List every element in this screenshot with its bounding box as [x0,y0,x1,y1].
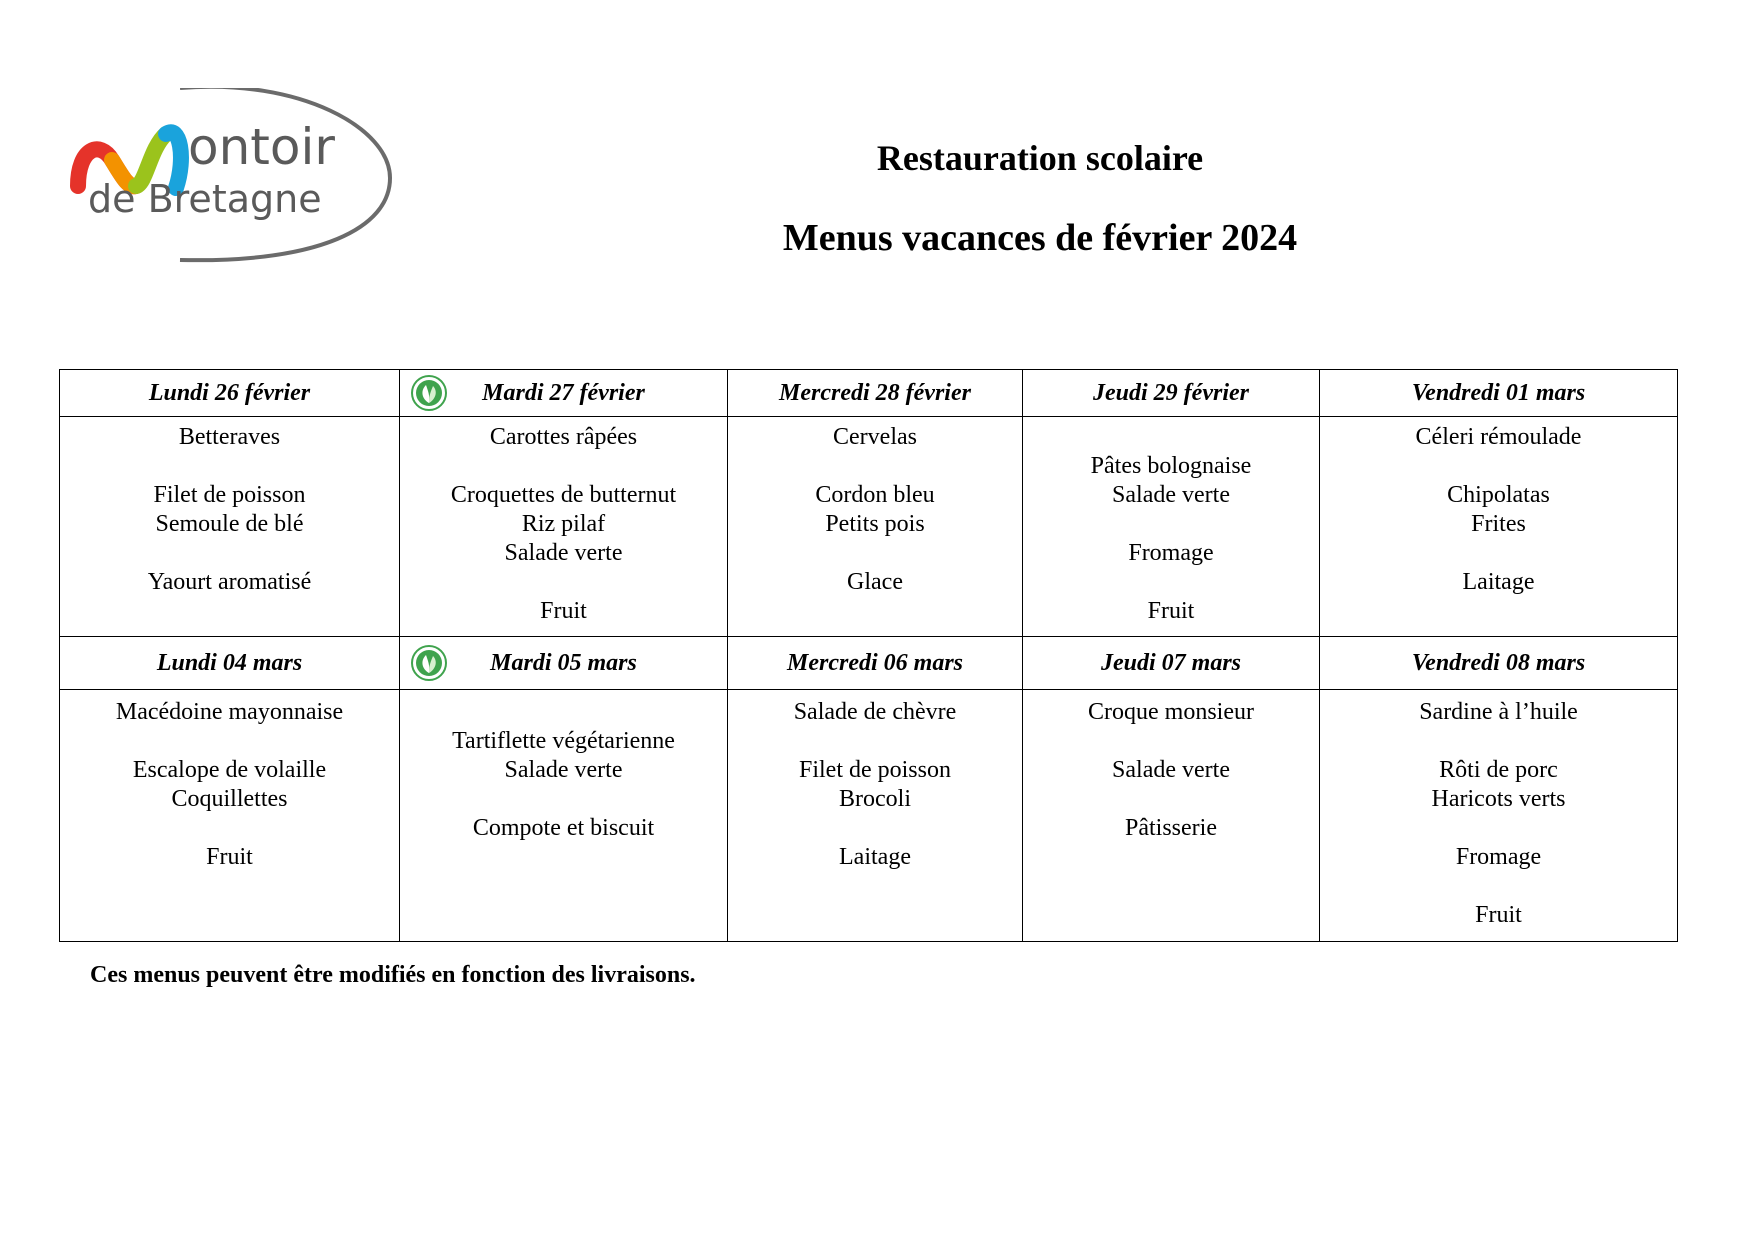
menu-item: Compote et biscuit [472,815,655,841]
menu-item [400,452,727,481]
day-header [728,370,1023,417]
menu-item [60,452,399,481]
menu-item: Rôti de porc [1439,757,1558,783]
menu-cell [728,690,1023,942]
menu-item: Croque monsieur [1088,699,1254,725]
day-header [400,370,728,417]
page-title: Restauration scolaire [876,138,1204,178]
menu-table [59,369,1678,942]
day-header [60,637,400,690]
menu-item [1023,423,1319,452]
day-label: Jeudi 29 février [1093,379,1249,406]
day-label: Mercredi 06 mars [787,649,963,676]
menu-item [400,568,727,597]
menu-item: Escalope de volaille [132,757,327,783]
menu-item: Frites [1471,511,1526,537]
logo-text-main: ontoir [188,118,335,176]
week2-header-row [60,637,1678,690]
day-label: Mardi 05 mars [490,649,637,676]
day-header [400,637,728,690]
footnote: Ces menus peuvent être modifiés en fonction des livraisons. [90,962,696,988]
menu-item: Pâtes bolognaise [1090,453,1252,479]
menu-item: Coquillettes [171,786,288,812]
vegetarian-leaf-icon [410,643,448,683]
menu-item: Fromage [1455,844,1542,870]
day-header [728,637,1023,690]
menu-item [1320,727,1677,756]
menu-cell [1023,690,1320,942]
menu-item: Carottes râpées [489,424,638,450]
menu-item: Chipolatas [1447,482,1550,508]
week1-header-row [60,370,1678,417]
day-label: Lundi 26 février [148,379,311,406]
menu-item: Céleri rémoulade [1415,424,1582,450]
day-header [1023,637,1320,690]
menu-item: Fruit [540,598,587,624]
day-header [60,370,400,417]
menu-item: Fruit [1475,902,1522,928]
day-header [1023,370,1320,417]
menu-item: Pâtisserie [1125,815,1217,841]
menu-cell [1320,690,1678,942]
menu-cell [1023,417,1320,637]
menu-item [1320,814,1677,843]
vegetarian-leaf-icon [410,373,448,413]
menu-cell [400,417,728,637]
menu-item: Cervelas [833,424,917,450]
menu-item: Riz pilaf [521,511,606,537]
page-subtitle: Menus vacances de février 2024 [782,217,1298,259]
menu-item: Fromage [1128,540,1214,566]
menu-item: Salade verte [1112,757,1230,783]
menu-item: Cordon bleu [815,482,935,508]
header [760,130,1320,258]
menu-item: Laitage [839,844,911,870]
day-label: Jeudi 07 mars [1100,649,1241,676]
menu-item [1320,539,1677,568]
menu-item: Fruit [206,844,253,870]
menu-item: Filet de poisson [153,482,306,508]
day-header [1320,637,1678,690]
menu-item: Macédoine mayonnaise [115,699,344,725]
menu-item [728,452,1022,481]
menu-item [60,539,399,568]
menu-item [1023,785,1319,814]
menu-item: Brocoli [839,786,911,812]
menu-item: Salade verte [1112,482,1230,508]
menu-item [728,727,1022,756]
menu-item: Salade verte [504,540,623,566]
menu-cell [1320,417,1678,637]
menu-item [60,727,399,756]
menu-item: Fruit [1147,598,1195,624]
week1-menu-row [60,417,1678,637]
menu-item: Yaourt aromatisé [147,569,312,595]
logo-text-sub: de Bretagne [88,177,322,221]
day-label: Mercredi 28 février [779,379,971,406]
menu-item [728,539,1022,568]
menu-item [400,698,727,727]
menu-cell [400,690,728,942]
menu-item [1320,452,1677,481]
menu-item [1023,568,1319,597]
menu-item [400,785,727,814]
menu-item: Sardine à l’huile [1419,699,1578,725]
week2-menu-row [60,690,1678,942]
day-label: Mardi 27 février [482,379,645,406]
menu-item: Semoule de blé [155,511,304,537]
menu-item: Petits pois [825,511,925,537]
day-label: Vendredi 01 mars [1411,379,1586,406]
menu-item: Croquettes de butternut [450,482,677,508]
menu-item: Betteraves [178,424,281,450]
day-header [1320,370,1678,417]
day-label: Vendredi 08 mars [1411,649,1586,676]
menu-item: Tartiflette végétarienne [452,728,675,754]
menu-item: Glace [847,569,903,595]
menu-item [60,814,399,843]
day-label: Lundi 04 mars [156,649,303,676]
menu-item [1320,872,1677,901]
menu-item: Laitage [1462,569,1535,595]
menu-cell [60,417,400,637]
montoir-logo [70,88,410,268]
menu-cell [728,417,1023,637]
menu-cell [60,690,400,942]
menu-item: Salade verte [504,757,623,783]
menu-item: Filet de poisson [798,757,951,783]
menu-item: Salade de chèvre [793,699,957,725]
menu-item [1023,510,1319,539]
menu-item: Haricots verts [1431,786,1566,812]
menu-item [728,814,1022,843]
menu-item [1023,727,1319,756]
